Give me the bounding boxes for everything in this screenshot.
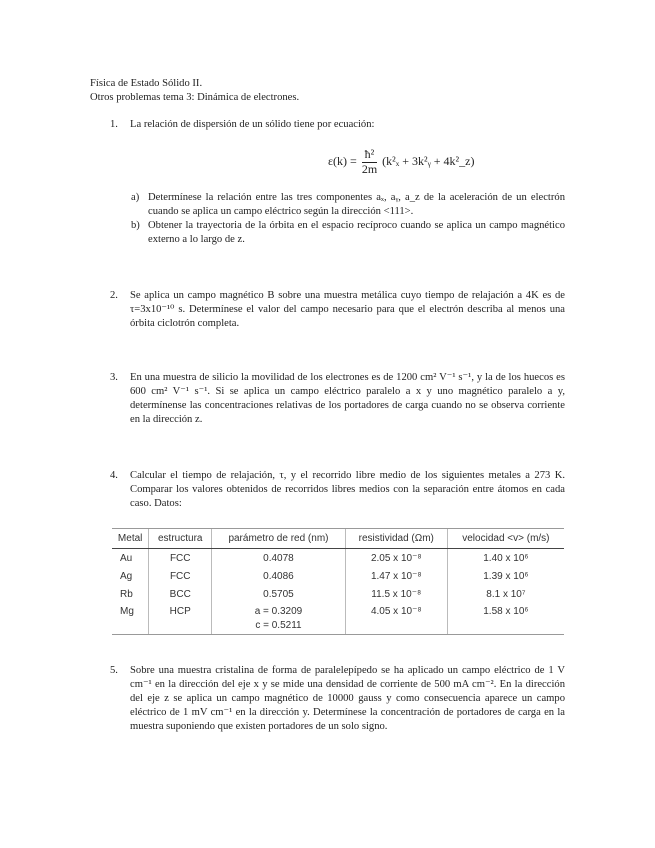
dispersion-equation (328, 148, 474, 177)
problem-number: 4. (110, 470, 118, 481)
problem-2 (110, 289, 565, 331)
equation-numerator: ħ² (362, 148, 377, 163)
cell-velocity: 1.40 x 10⁶ (447, 549, 564, 568)
document-header (90, 77, 299, 105)
table-row (112, 567, 564, 585)
cell-structure: BCC (149, 585, 212, 603)
course-title: Física de Estado Sólido II. (90, 78, 203, 89)
cell-metal: Ag (120, 570, 133, 582)
cell-resistivity: 11.5 x 10⁻⁸ (345, 585, 447, 603)
part-label: a) (131, 192, 140, 203)
cell-resistivity: 1.47 x 10⁻⁸ (345, 567, 447, 585)
problem-3 (110, 371, 565, 427)
cell-resistivity: 4.05 x 10⁻⁸ (345, 603, 447, 634)
cell-velocity: 8.1 x 10⁷ (447, 585, 564, 603)
lattice-c: c = 0.5211 (255, 619, 302, 631)
problem-text: Se aplica un campo magnético B sobre una muestra metálica cuyo tiempo de relajación a 4K es de τ=3x10⁻¹⁰ s. Determínese el valor del campo necesario para que el electrón describa al menos una órbita ciclotrón completa. (130, 290, 565, 330)
problem-text: Sobre una muestra cristalina de forma de paralelepípedo se ha aplicado un campo eléctrico de 1 V cm⁻¹ en la dirección del eje x y se mide una densidad de corriente de 500 mA cm⁻². En la dirección del eje z se aplica un campo magnético de 10000 gauss y como consecuencia aparece un campo eléctrico de 1 mV cm⁻¹ en la dirección y. Determínese la concentración de portadores de carga en la muestra suponiendo que existen portadores de un solo signo. (130, 665, 565, 733)
table-row (112, 585, 564, 603)
part-text: Obtener la trayectoria de la órbita en el espacio recíproco cuando se aplica un campo magnético externo a lo largo de z. (148, 220, 565, 246)
section-title: Otros problemas tema 3: Dinámica de electrones. (90, 92, 300, 104)
column-header: parámetro de red (nm) (212, 529, 346, 549)
column-header: estructura (149, 529, 212, 549)
column-header: Metal (112, 529, 149, 549)
problem-1-part-a (131, 191, 565, 219)
cell-lattice (212, 603, 346, 634)
cell-structure: HCP (149, 603, 212, 634)
problem-number: 5. (110, 665, 118, 676)
problem-text: En una muestra de silicio la movilidad de los electrones es de 1200 cm² V⁻¹ s⁻¹, y la de los huecos es 600 cm² V⁻¹ s⁻¹. Si se aplica un campo eléctrico paralelo a x y uno magnético paralelo a y, determínense las concentraciones relativas de los portadores de carga cuando no se observa corriente en la dirección z. (130, 372, 565, 426)
equation-lhs: ε(k) = (328, 154, 357, 169)
equation-fraction (362, 148, 377, 177)
table-row (112, 603, 564, 634)
cell-structure: FCC (149, 567, 212, 585)
problem-number: 1. (110, 119, 118, 130)
cell-metal: Mg (112, 603, 149, 634)
metals-data-table (112, 528, 564, 635)
column-header: resistividad (Ωm) (345, 529, 447, 549)
problem-1-part-b (131, 219, 565, 247)
table-row (112, 549, 564, 568)
cell-lattice: 0.4086 (212, 567, 346, 585)
problem-1 (110, 118, 565, 132)
problem-4 (110, 469, 565, 511)
problem-5 (110, 664, 565, 734)
part-text: Determínese la relación entre las tres componentes aₓ, aᵧ, a_z de la aceleración de un electrón cuando se aplica un campo eléctrico según la dirección <111>. (148, 192, 565, 218)
cell-structure: FCC (149, 549, 212, 568)
equation-rhs: (k²ₓ + 3k²ᵧ + 4k²_z) (382, 154, 475, 169)
problem-number: 3. (110, 372, 118, 383)
part-label: b) (131, 220, 140, 231)
problem-text: Calcular el tiempo de relajación, τ, y el recorrido libre medio de los siguientes metales a 273 K. Comparar los valores obtenidos de recorridos libres medios con la separación entre átomos en cada caso. Datos: (130, 470, 565, 510)
cell-lattice: 0.4078 (212, 549, 346, 568)
table-header-row (112, 529, 564, 549)
cell-lattice: 0.5705 (212, 585, 346, 603)
equation-denominator: 2m (361, 161, 378, 176)
cell-metal: Au (120, 552, 133, 564)
problem-text: La relación de dispersión de un sólido tiene por ecuación: (130, 119, 375, 130)
problem-number: 2. (110, 290, 118, 301)
column-header: velocidad <v> (m/s) (447, 529, 564, 549)
cell-velocity: 1.58 x 10⁶ (447, 603, 564, 634)
cell-metal: Rb (120, 588, 133, 600)
lattice-a: a = 0.3209 (254, 606, 303, 618)
cell-velocity: 1.39 x 10⁶ (447, 567, 564, 585)
cell-resistivity: 2.05 x 10⁻⁸ (345, 549, 447, 568)
